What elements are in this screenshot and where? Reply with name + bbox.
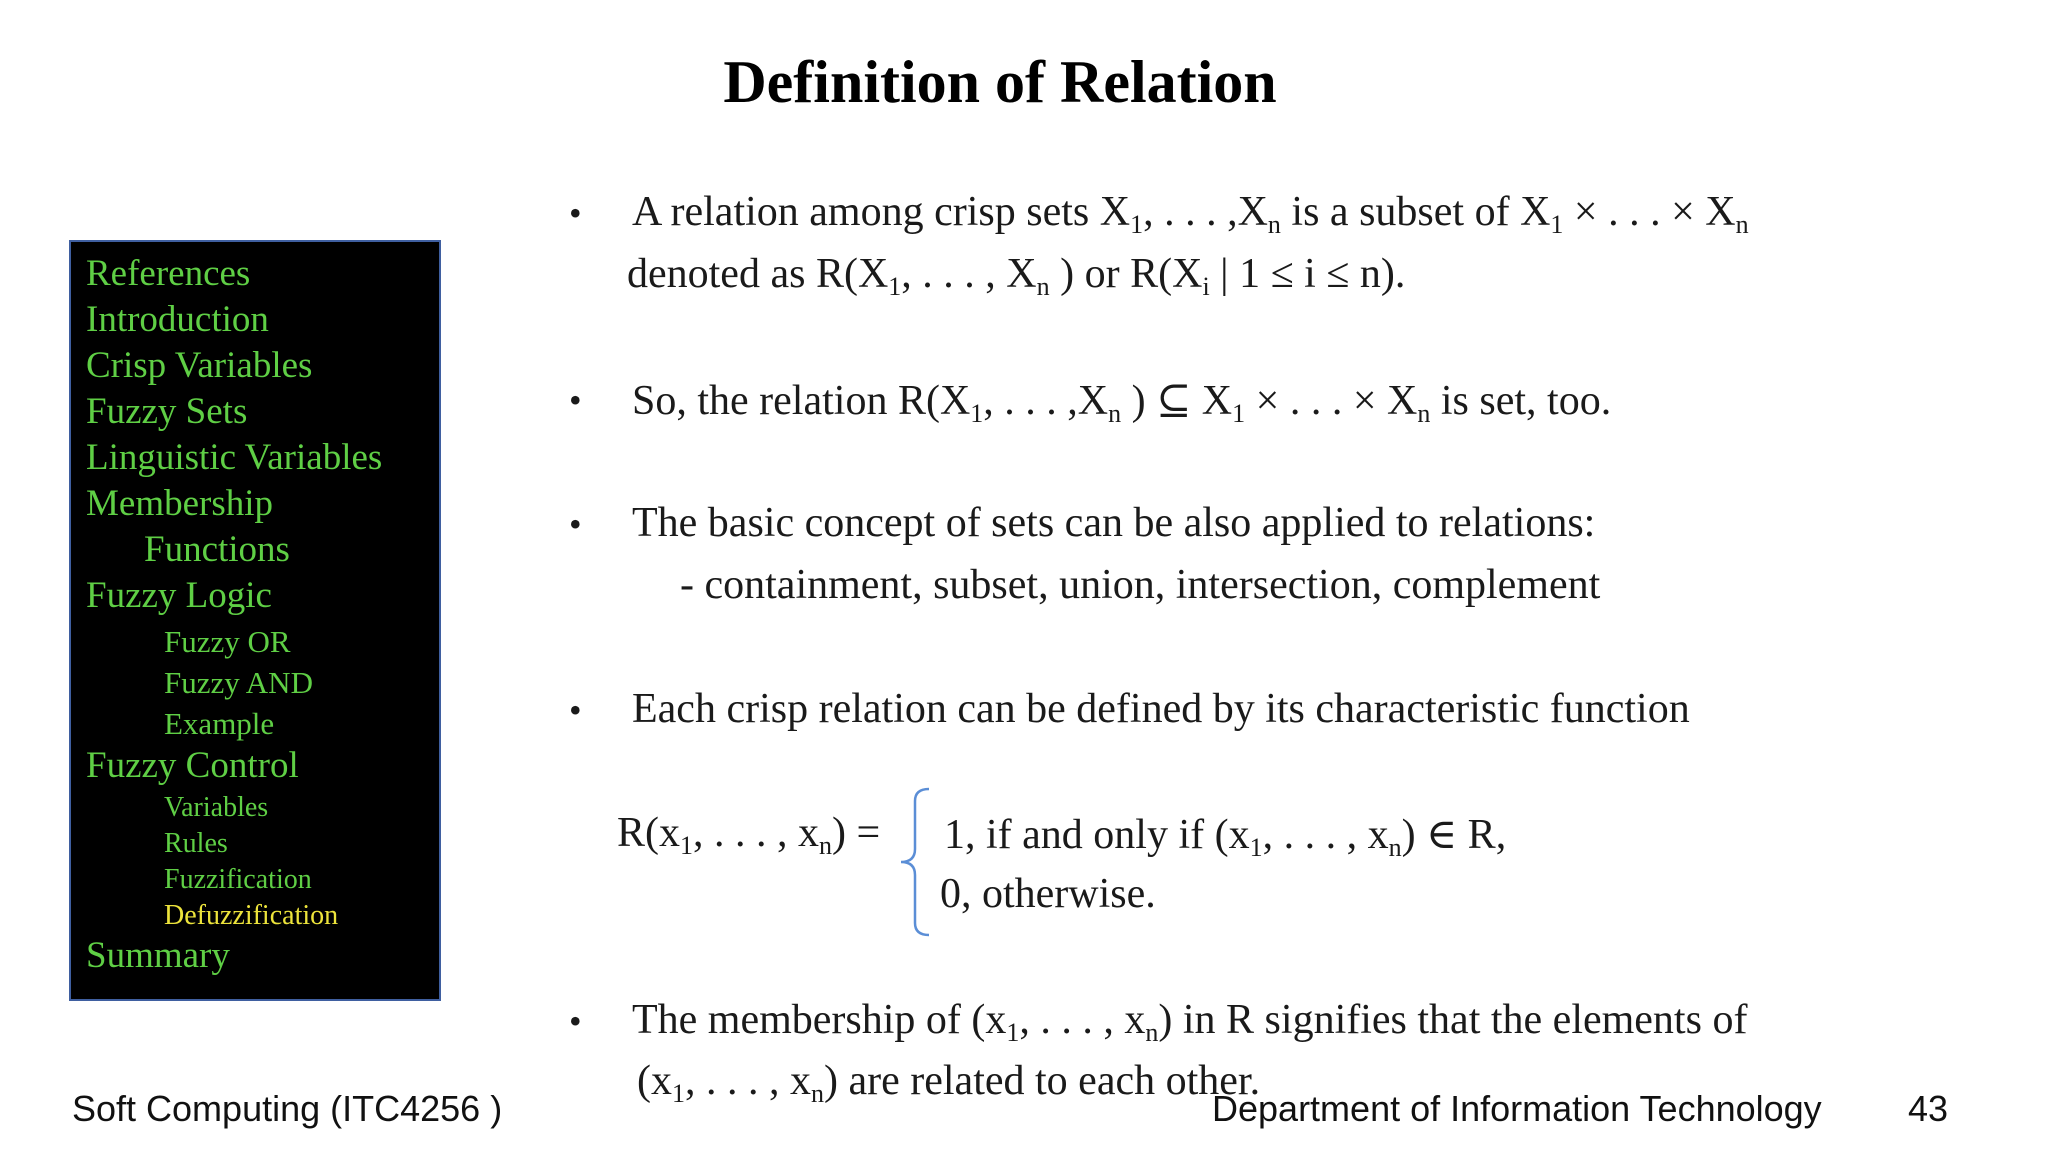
formula-case-2: 0, otherwise. [940,871,1156,917]
nav-item-linguistic-variables[interactable]: Linguistic Variables [86,437,383,478]
slide-title: Definition of Relation [723,49,1277,115]
footer-department: Department of Information Technology [1212,1088,1822,1129]
bullet-2-line-1: So, the relation $R(X_1$, . . . $,X_n$ ) ⊆ $X_1$ × . . . × $X_n$ is set, too. [632,378,1612,428]
bullet-3-line-2: - containment, subset, union, intersection, complement [680,562,1601,608]
nav-item-summary[interactable]: Summary [86,935,230,976]
bullet-dot: • [569,690,582,730]
nav-item-functions[interactable]: Functions [144,529,290,570]
bullet-5-line-1: The membership of ($x_1$, . . . , $x_n$) in R signifies that the elements of [632,997,1748,1047]
bullet-1-line-1: A relation among crisp sets $X_1$, . . . $,X_n$ is a subset of $X_1$ × . . . × $X_n$ [632,189,1749,239]
nav-item-fuzzy-and[interactable]: Fuzzy AND [164,665,313,700]
nav-item-rules[interactable]: Rules [164,828,228,859]
nav-item-membership[interactable]: Membership [86,483,274,524]
nav-item-crisp-variables[interactable]: Crisp Variables [86,345,313,386]
bullet-5-line-2: ($x_1$, . . . , $x_n$) are related to each other. [637,1058,1261,1108]
nav-item-fuzzy-sets[interactable]: Fuzzy Sets [86,391,248,432]
nav-item-fuzzy-control[interactable]: Fuzzy Control [86,745,299,786]
bullet-dot: • [569,193,582,233]
nav-item-fuzzification[interactable]: Fuzzification [164,864,312,895]
nav-item-example[interactable]: Example [164,706,275,741]
sidebar-nav [69,240,441,1001]
nav-item-fuzzy-logic[interactable]: Fuzzy Logic [86,575,272,616]
page-number: 43 [1908,1088,1949,1129]
bullet-4-line-1: Each crisp relation can be defined by its characteristic function [632,686,1690,732]
left-brace-icon [895,787,935,937]
bullet-3-line-1: The basic concept of sets can be also applied to relations: [632,500,1596,546]
formula-case-1: 1, if and only if ($x_1$, . . . , $x_n$) ∈ R, [944,812,1507,862]
nav-item-fuzzy-or[interactable]: Fuzzy OR [164,624,291,659]
nav-item-references[interactable]: References [86,253,251,294]
bullet-1-line-2: denoted as $R(X_1$, . . . , $X_n$ ) or $R(X_i$ | 1 ≤ i ≤ n). [627,251,1406,301]
bullet-dot: • [569,380,582,420]
formula-lhs: $R(x_1$, . . . , $x_n$) = [617,810,881,860]
nav-item-introduction[interactable]: Introduction [86,299,269,340]
footer-course: Soft Computing (ITC4256 ) [72,1088,503,1129]
nav-item-variables[interactable]: Variables [164,792,269,823]
bullet-dot: • [569,504,582,544]
bullet-dot: • [569,1001,582,1041]
nav-item-defuzzification[interactable]: Defuzzification [164,900,339,931]
